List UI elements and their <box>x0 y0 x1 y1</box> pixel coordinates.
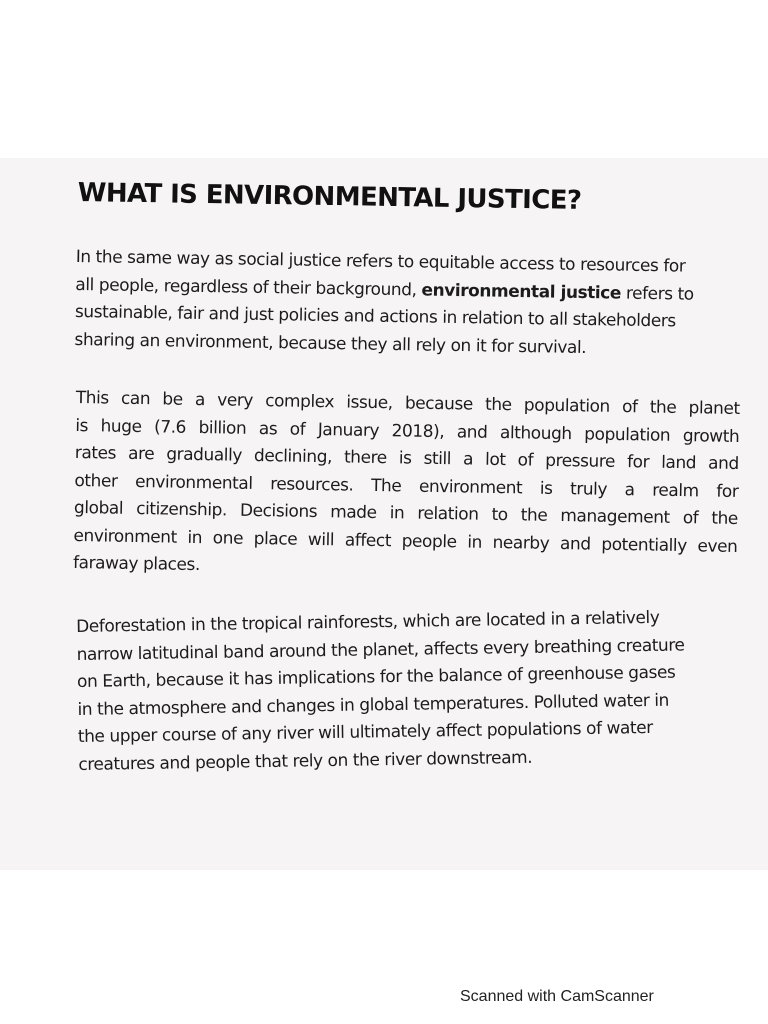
paragraph-3-line: the upper course of any river will ultimately affect populations of water <box>77 717 653 747</box>
paragraph-2-line: rates are gradually declining, there is still a lot of pressure for land and <box>74 442 739 474</box>
bold-term: environmental justice <box>421 279 622 304</box>
paragraph-1-line: In the same way as social justice refers to equitable access to resources for <box>75 246 686 277</box>
paragraph-2-line: faraway places. <box>72 552 201 576</box>
paragraph-1-line: sharing an environment, because they all rely on it for survival. <box>74 329 587 358</box>
paragraph-3-line: narrow latitudinal band around the planet, affects every breathing creature <box>76 634 685 665</box>
paragraph-1-text: all people, regardless of their background, <box>75 274 422 300</box>
paragraph-2-line: global citizenship. Decisions made in relation to the management of the <box>73 497 739 529</box>
page-heading: WHAT IS ENVIRONMENTAL JUSTICE? <box>77 178 582 216</box>
paragraph-3-line: creatures and people that rely on the river downstream. <box>78 747 533 775</box>
paragraph-3-line: Deforestation in the tropical rainforests, which are located in a relatively <box>76 607 660 637</box>
paragraph-1-text: refers to <box>620 283 694 305</box>
camscanner-watermark: Scanned with CamScanner <box>460 988 654 1005</box>
paragraph-2-line: is huge (7.6 billion as of January 2018), and although population growth <box>75 415 740 447</box>
paragraph-1-line: sustainable, fair and just policies and actions in relation to all stakeholders <box>74 301 676 332</box>
paragraph-1 <box>74 244 748 365</box>
paragraph-3-line: on Earth, because it has implications for the balance of greenhouse gases <box>76 662 676 692</box>
paragraph-3 <box>76 603 751 779</box>
paragraph-2-line: This can be a very complex issue, because the population of the planet <box>75 387 740 420</box>
paragraph-2-line: other environmental resources. The environment is truly a realm for <box>74 470 739 502</box>
paragraph-2-line: environment in one place will affect people in nearby and potentially even <box>73 525 738 557</box>
paragraph-3-line: in the atmosphere and changes in global temperatures. Polluted water in <box>77 690 670 720</box>
paragraph-2 <box>73 385 748 589</box>
